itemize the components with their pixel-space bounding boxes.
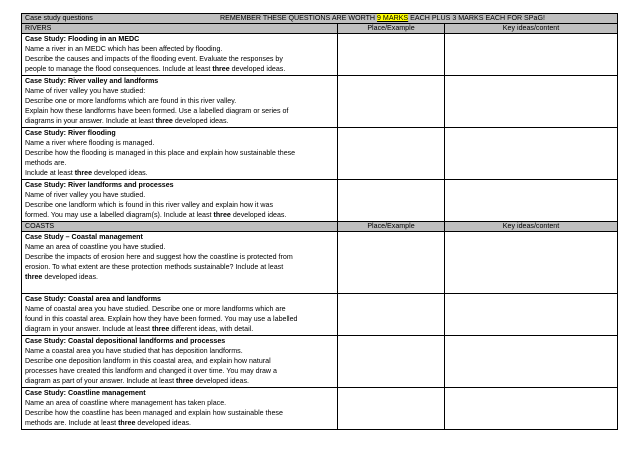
place-example-cell[interactable] <box>338 336 445 388</box>
question-line: erosion. To what extent are these protection methods sustainable? Include at least <box>25 263 284 272</box>
emphasis-count: three <box>176 377 194 386</box>
emphasis-count: three <box>151 325 170 334</box>
place-example-cell[interactable] <box>338 128 445 180</box>
question-line: Name of river valley you have studied: <box>25 87 146 96</box>
question-tail: developed ideas. <box>135 419 192 428</box>
key-ideas-cell[interactable] <box>445 76 618 128</box>
top-header-cell <box>22 14 618 24</box>
question-line-final <box>25 324 334 334</box>
question-line-final <box>25 376 334 386</box>
question-line: Name of river valley you have studied. <box>25 191 146 200</box>
question-line: Describe how the flooding is managed in this place and explain how sustainable these <box>25 149 296 158</box>
question-line: Describe how the coastline has been managed and explain how sustainable these <box>25 409 283 418</box>
question-line: Include at least <box>25 169 75 178</box>
question-line: Describe one deposition landform in this coastal area, and explain how natural <box>25 357 271 366</box>
question-line: formed. You may use a labelled diagram(s). Include at least <box>25 211 214 220</box>
key-ideas-cell[interactable] <box>445 232 618 294</box>
case-study-title: Case Study: Coastline management <box>25 389 146 397</box>
case-study-title: Case Study: Coastal area and landforms <box>25 295 162 303</box>
question-line: processes have created this landform and changed it over time. You may draw a <box>25 367 277 376</box>
banner-highlight: 9 MARKS <box>377 14 409 22</box>
case-study-title: Case Study: River flooding <box>25 129 116 137</box>
question-tail: developed ideas. <box>230 211 287 220</box>
question-line-final <box>25 418 334 428</box>
question-line-final <box>25 272 334 282</box>
emphasis-count: three <box>213 211 231 220</box>
rivers-section-label: RIVERS <box>22 24 338 34</box>
question-line: Describe the impacts of erosion here and suggest how the coastline is protected from <box>25 253 293 262</box>
question-tail: different ideas, with detail. <box>169 325 254 334</box>
case-study-title: Case Study: Coastal depositional landforms and processes <box>25 337 226 345</box>
question-line: diagrams in your answer. Include at least <box>25 117 156 126</box>
question-line-final <box>25 64 334 74</box>
place-example-cell[interactable] <box>338 294 445 336</box>
case-study-row <box>22 336 618 388</box>
question-line: Name of coastal area you have studied. Describe one or more landforms which are <box>25 305 286 314</box>
key-ideas-cell[interactable] <box>445 294 618 336</box>
place-example-cell[interactable] <box>338 388 445 430</box>
question-line-final <box>25 168 334 178</box>
emphasis-count: three <box>118 419 136 428</box>
coasts-header-row <box>22 222 618 232</box>
question-cell <box>22 34 338 76</box>
question-line: methods are. <box>25 159 67 168</box>
question-line: found in this coastal area. Explain how they have been formed. You may use a labelled <box>25 315 298 324</box>
question-tail: developed ideas. <box>42 273 98 282</box>
question-line: Name a coastal area you have studied that has deposition landforms. <box>25 347 243 356</box>
place-example-cell[interactable] <box>338 34 445 76</box>
question-line: Explain how these landforms have been formed. Use a labelled diagram or series of <box>25 107 289 116</box>
case-study-title: Case Study: Flooding in an MEDC <box>25 35 140 43</box>
key-ideas-cell[interactable] <box>445 388 618 430</box>
question-line: Describe the causes and impacts of the flooding event. Evaluate the responses by <box>25 55 283 64</box>
question-tail: developed ideas. <box>193 377 250 386</box>
question-tail: developed ideas. <box>92 169 148 178</box>
question-line: Name a river in an MEDC which has been affected by flooding. <box>25 45 223 54</box>
question-cell <box>22 336 338 388</box>
case-study-table <box>21 13 618 430</box>
question-line: Name a river where flooding is managed. <box>25 139 155 148</box>
case-study-row <box>22 232 618 294</box>
question-line-final <box>25 262 334 272</box>
case-study-questions-label: Case study questions <box>25 14 93 22</box>
place-example-cell[interactable] <box>338 76 445 128</box>
question-line: Describe one landform which is found in this river valley and explain how it was <box>25 201 274 210</box>
question-cell <box>22 232 338 294</box>
rivers-place-header: Place/Example <box>338 24 445 34</box>
case-study-title: Case Study: River landforms and processes <box>25 181 174 189</box>
question-line: diagram in your answer. Include at least <box>25 325 152 334</box>
rivers-key-ideas-header: Key ideas/content <box>445 24 618 34</box>
question-line: diagram as part of your answer. Include at least <box>25 377 177 386</box>
emphasis-count: three <box>155 117 173 126</box>
rivers-header-row <box>22 24 618 34</box>
key-ideas-cell[interactable] <box>445 34 618 76</box>
case-study-row <box>22 34 618 76</box>
case-study-row <box>22 388 618 430</box>
question-line-final <box>25 116 334 126</box>
banner-text-before: REMEMBER THESE QUESTIONS ARE WORTH <box>220 14 378 22</box>
case-study-row <box>22 128 618 180</box>
place-example-cell[interactable] <box>338 180 445 222</box>
question-cell <box>22 388 338 430</box>
question-cell <box>22 294 338 336</box>
question-tail: developed ideas. <box>172 117 229 126</box>
marks-banner <box>220 14 545 23</box>
emphasis-count: three <box>74 169 93 178</box>
question-line: Describe one or more landforms which are found in this river valley. <box>25 97 237 106</box>
coasts-section-label: COASTS <box>22 222 338 232</box>
question-line: methods are. Include at least <box>25 419 119 428</box>
question-cell <box>22 128 338 180</box>
case-study-row <box>22 180 618 222</box>
case-study-row <box>22 294 618 336</box>
case-study-title: Case Study: River valley and landforms <box>25 77 159 85</box>
case-study-title: Case Study – Coastal management <box>25 233 143 241</box>
case-study-row <box>22 76 618 128</box>
question-cell <box>22 180 338 222</box>
question-line-final <box>25 210 334 220</box>
place-example-cell[interactable] <box>338 232 445 294</box>
key-ideas-cell[interactable] <box>445 336 618 388</box>
question-line: people to manage the flood consequences. Include at least <box>25 65 213 74</box>
banner-text-after: EACH PLUS 3 MARKS EACH FOR SPaG! <box>408 14 545 22</box>
table-top-header-row <box>22 14 618 24</box>
key-ideas-cell[interactable] <box>445 180 618 222</box>
emphasis-count: three <box>212 65 230 74</box>
coasts-place-header: Place/Example <box>338 222 445 232</box>
emphasis-count: three <box>25 273 43 282</box>
key-ideas-cell[interactable] <box>445 128 618 180</box>
question-line: Name an area of coastline where management has taken place. <box>25 399 227 408</box>
question-line: Name an area of coastline you have studied. <box>25 243 166 252</box>
coasts-key-ideas-header: Key ideas/content <box>445 222 618 232</box>
question-tail: developed ideas. <box>229 65 286 74</box>
question-cell <box>22 76 338 128</box>
